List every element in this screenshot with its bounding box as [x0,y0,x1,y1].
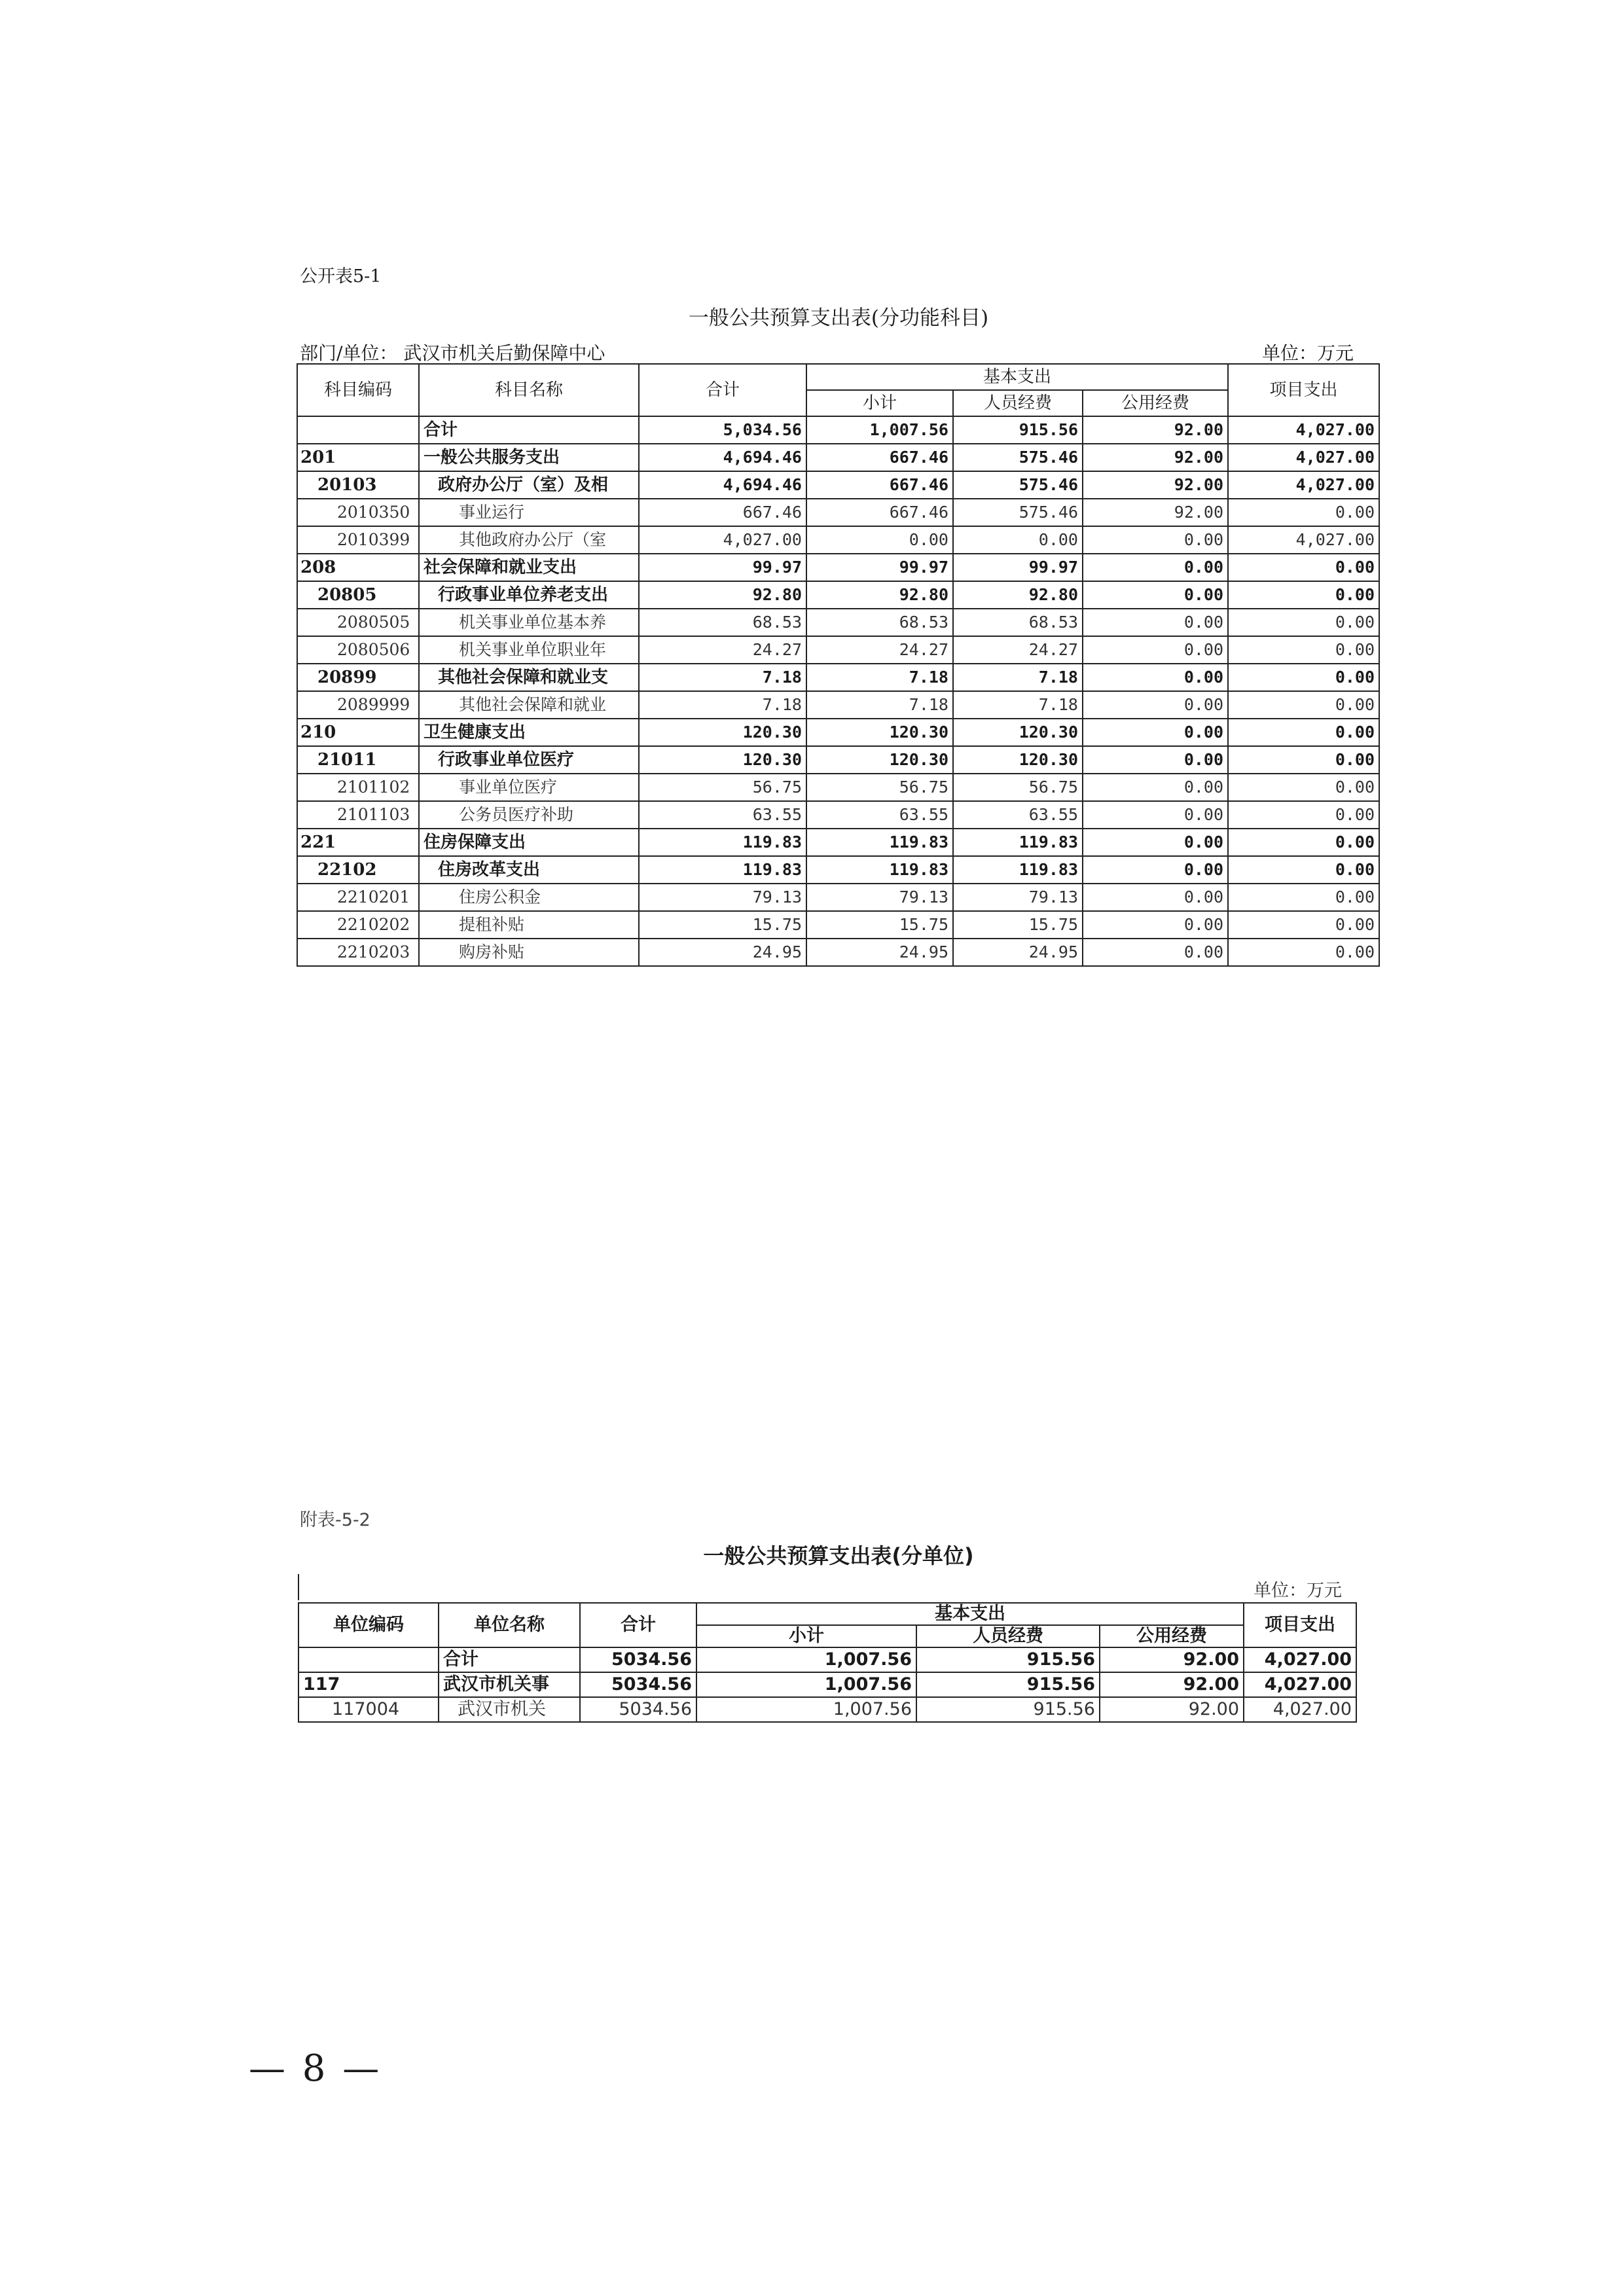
cell-subtotal: 119.83 [806,829,953,856]
cell-total: 68.53 [639,609,806,636]
cell-code: 2080506 [297,636,419,664]
cell-project: 0.00 [1228,746,1379,774]
table1-label: 公开表5-1 [300,266,382,287]
cell-total: 92.80 [639,581,806,609]
cell-project: 4,027.00 [1244,1647,1356,1672]
cell-total: 4,027.00 [639,526,806,554]
cell-public: 0.00 [1083,526,1228,554]
header-personnel: 人员经费 [953,390,1083,416]
cell-name: 购房补贴 [419,939,639,966]
cell-name: 行政事业单位医疗 [419,746,639,774]
table2-unit: 单位：万元 [1254,1581,1342,1601]
table2-title: 一般公共预算支出表(分单位) [703,1543,974,1568]
cell-name: 机关事业单位职业年 [419,636,639,664]
cell-name: 一般公共服务支出 [419,444,639,471]
cell-personnel: 915.56 [953,416,1083,444]
cell-total: 99.97 [639,554,806,581]
table-row [297,636,1379,664]
t2-header-project: 项目支出 [1244,1603,1356,1647]
cell-personnel: 24.27 [953,636,1083,664]
cell-code: 201 [297,444,419,471]
cell-name: 合计 [439,1647,580,1672]
cell-total: 5,034.56 [639,416,806,444]
cell-project: 0.00 [1228,609,1379,636]
cell-code: 210 [297,719,419,746]
cell-code: 21011 [297,746,419,774]
cell-project: 0.00 [1228,856,1379,884]
cell-personnel: 915.56 [916,1697,1100,1722]
cell-public: 92.00 [1100,1672,1244,1697]
cell-project: 0.00 [1228,801,1379,829]
cell-code: 2210202 [297,911,419,939]
t2-header-total: 合计 [580,1603,696,1647]
cell-personnel: 119.83 [953,856,1083,884]
header-public: 公用经费 [1083,390,1228,416]
cell-project: 0.00 [1228,939,1379,966]
cell-total: 24.95 [639,939,806,966]
cell-name: 卫生健康支出 [419,719,639,746]
cell-personnel: 7.18 [953,691,1083,719]
table-row [297,471,1379,499]
cell-project: 4,027.00 [1228,526,1379,554]
cell-personnel: 120.30 [953,746,1083,774]
cell-name: 机关事业单位基本养 [419,609,639,636]
cell-public: 0.00 [1083,911,1228,939]
cell-subtotal: 119.83 [806,856,953,884]
cell-personnel: 63.55 [953,801,1083,829]
cell-project: 4,027.00 [1228,444,1379,471]
table-row [297,526,1379,554]
cell-subtotal: 24.95 [806,939,953,966]
cell-project: 0.00 [1228,829,1379,856]
cell-name: 武汉市机关 [439,1697,580,1722]
cell-total: 4,694.46 [639,471,806,499]
cell-name: 事业运行 [419,499,639,526]
table2-left-rule [298,1574,299,1600]
cell-project: 4,027.00 [1244,1697,1356,1722]
header-project: 项目支出 [1228,364,1379,416]
table-row [298,1647,1356,1672]
cell-code [297,416,419,444]
cell-total: 5034.56 [580,1672,696,1697]
cell-subtotal: 1,007.56 [806,416,953,444]
cell-project: 0.00 [1228,581,1379,609]
table-row [297,939,1379,966]
cell-code: 2101103 [297,801,419,829]
cell-public: 0.00 [1083,636,1228,664]
cell-personnel: 99.97 [953,554,1083,581]
cell-name: 社会保障和就业支出 [419,554,639,581]
cell-personnel: 24.95 [953,939,1083,966]
cell-public: 92.00 [1083,416,1228,444]
cell-subtotal: 56.75 [806,774,953,801]
budget-by-function-table [297,363,1380,967]
cell-public: 0.00 [1083,856,1228,884]
cell-public: 0.00 [1083,609,1228,636]
cell-total: 667.46 [639,499,806,526]
cell-code: 2010399 [297,526,419,554]
cell-total: 4,694.46 [639,444,806,471]
cell-name: 提租补贴 [419,911,639,939]
cell-public: 0.00 [1083,746,1228,774]
cell-public: 92.00 [1100,1647,1244,1672]
cell-personnel: 120.30 [953,719,1083,746]
cell-code: 208 [297,554,419,581]
cell-public: 0.00 [1083,939,1228,966]
cell-code: 2101102 [297,774,419,801]
cell-subtotal: 7.18 [806,664,953,691]
cell-code: 221 [297,829,419,856]
cell-project: 0.00 [1228,499,1379,526]
cell-code: 2010350 [297,499,419,526]
cell-personnel: 575.46 [953,444,1083,471]
header-name: 科目名称 [419,364,639,416]
cell-personnel: 915.56 [916,1647,1100,1672]
table-row [297,554,1379,581]
cell-public: 0.00 [1083,691,1228,719]
cell-subtotal: 63.55 [806,801,953,829]
cell-personnel: 119.83 [953,829,1083,856]
cell-project: 0.00 [1228,691,1379,719]
t2-header-name: 单位名称 [439,1603,580,1647]
cell-code: 2210201 [297,884,419,911]
cell-total: 119.83 [639,856,806,884]
table1-body [297,416,1379,966]
cell-code: 2080505 [297,609,419,636]
cell-name: 住房改革支出 [419,856,639,884]
cell-public: 92.00 [1083,444,1228,471]
page-number: — 8 — [249,2047,382,2090]
cell-public: 92.00 [1100,1697,1244,1722]
cell-name: 其他社会保障和就业 [419,691,639,719]
cell-public: 0.00 [1083,554,1228,581]
cell-subtotal: 24.27 [806,636,953,664]
t2-header-code: 单位编码 [298,1603,439,1647]
cell-total: 7.18 [639,664,806,691]
cell-personnel: 56.75 [953,774,1083,801]
cell-public: 0.00 [1083,829,1228,856]
cell-code: 2210203 [297,939,419,966]
cell-personnel: 575.46 [953,471,1083,499]
cell-total: 120.30 [639,719,806,746]
cell-subtotal: 667.46 [806,499,953,526]
cell-subtotal: 1,007.56 [696,1697,916,1722]
table-row [297,911,1379,939]
cell-public: 0.00 [1083,581,1228,609]
cell-name: 公务员医疗补助 [419,801,639,829]
cell-total: 79.13 [639,884,806,911]
table-row [297,746,1379,774]
cell-subtotal: 1,007.56 [696,1672,916,1697]
table-row [298,1697,1356,1722]
cell-subtotal: 120.30 [806,746,953,774]
table-row [297,856,1379,884]
cell-total: 5034.56 [580,1697,696,1722]
cell-code: 22102 [297,856,419,884]
cell-project: 0.00 [1228,774,1379,801]
header-subtotal: 小计 [806,390,953,416]
cell-code: 2089999 [297,691,419,719]
cell-name: 住房保障支出 [419,829,639,856]
cell-subtotal: 120.30 [806,719,953,746]
cell-code: 117 [298,1672,439,1697]
header-total: 合计 [639,364,806,416]
cell-code: 20899 [297,664,419,691]
cell-public: 0.00 [1083,801,1228,829]
table-row [297,444,1379,471]
cell-public: 0.00 [1083,664,1228,691]
cell-project: 4,027.00 [1228,471,1379,499]
cell-name: 其他社会保障和就业支 [419,664,639,691]
cell-personnel: 15.75 [953,911,1083,939]
cell-public: 92.00 [1083,471,1228,499]
header-basic: 基本支出 [806,364,1228,390]
table-row [297,719,1379,746]
cell-name: 合计 [419,416,639,444]
table2-body [298,1647,1356,1722]
cell-project: 0.00 [1228,884,1379,911]
cell-public: 0.00 [1083,884,1228,911]
table-row [297,801,1379,829]
cell-project: 0.00 [1228,636,1379,664]
header-code: 科目编码 [297,364,419,416]
cell-subtotal: 1,007.56 [696,1647,916,1672]
cell-subtotal: 667.46 [806,471,953,499]
table-row [297,691,1379,719]
cell-total: 56.75 [639,774,806,801]
t2-header-public: 公用经费 [1100,1625,1244,1647]
table1-title: 一般公共预算支出表(分功能科目) [688,306,989,330]
cell-project: 0.00 [1228,911,1379,939]
cell-name: 住房公积金 [419,884,639,911]
cell-code: 20805 [297,581,419,609]
cell-code: 20103 [297,471,419,499]
cell-name: 事业单位医疗 [419,774,639,801]
cell-public: 0.00 [1083,774,1228,801]
cell-total: 5034.56 [580,1647,696,1672]
table-row [298,1672,1356,1697]
cell-public: 0.00 [1083,719,1228,746]
cell-project: 4,027.00 [1244,1672,1356,1697]
cell-personnel: 7.18 [953,664,1083,691]
cell-total: 63.55 [639,801,806,829]
cell-subtotal: 68.53 [806,609,953,636]
table2-label: 附表-5-2 [300,1510,370,1530]
table-row [297,499,1379,526]
cell-total: 15.75 [639,911,806,939]
table-row [297,829,1379,856]
cell-total: 119.83 [639,829,806,856]
table1-unit: 单位：万元 [1261,342,1354,364]
cell-personnel: 92.80 [953,581,1083,609]
cell-subtotal: 667.46 [806,444,953,471]
cell-personnel: 915.56 [916,1672,1100,1697]
table-row [297,416,1379,444]
cell-personnel: 575.46 [953,499,1083,526]
cell-total: 24.27 [639,636,806,664]
budget-by-unit-table [298,1602,1357,1723]
cell-personnel: 0.00 [953,526,1083,554]
cell-project: 0.00 [1228,664,1379,691]
table-row [297,609,1379,636]
t2-header-personnel: 人员经费 [916,1625,1100,1647]
cell-subtotal: 0.00 [806,526,953,554]
cell-total: 7.18 [639,691,806,719]
cell-project: 0.00 [1228,719,1379,746]
table1-department: 部门/单位： 武汉市机关后勤保障中心 [300,342,605,364]
table-row [297,664,1379,691]
cell-project: 4,027.00 [1228,416,1379,444]
cell-total: 120.30 [639,746,806,774]
cell-subtotal: 7.18 [806,691,953,719]
table-row [297,774,1379,801]
table-row [297,884,1379,911]
cell-name: 政府办公厅（室）及相 [419,471,639,499]
t2-header-basic: 基本支出 [696,1603,1244,1625]
cell-subtotal: 99.97 [806,554,953,581]
cell-name: 行政事业单位养老支出 [419,581,639,609]
cell-name: 武汉市机关事 [439,1672,580,1697]
table-row [297,581,1379,609]
cell-public: 92.00 [1083,499,1228,526]
cell-project: 0.00 [1228,554,1379,581]
cell-name: 其他政府办公厅（室 [419,526,639,554]
cell-subtotal: 79.13 [806,884,953,911]
cell-code [298,1647,439,1672]
cell-personnel: 79.13 [953,884,1083,911]
cell-code: 117004 [298,1697,439,1722]
cell-subtotal: 92.80 [806,581,953,609]
cell-personnel: 68.53 [953,609,1083,636]
t2-header-subtotal: 小计 [696,1625,916,1647]
cell-subtotal: 15.75 [806,911,953,939]
